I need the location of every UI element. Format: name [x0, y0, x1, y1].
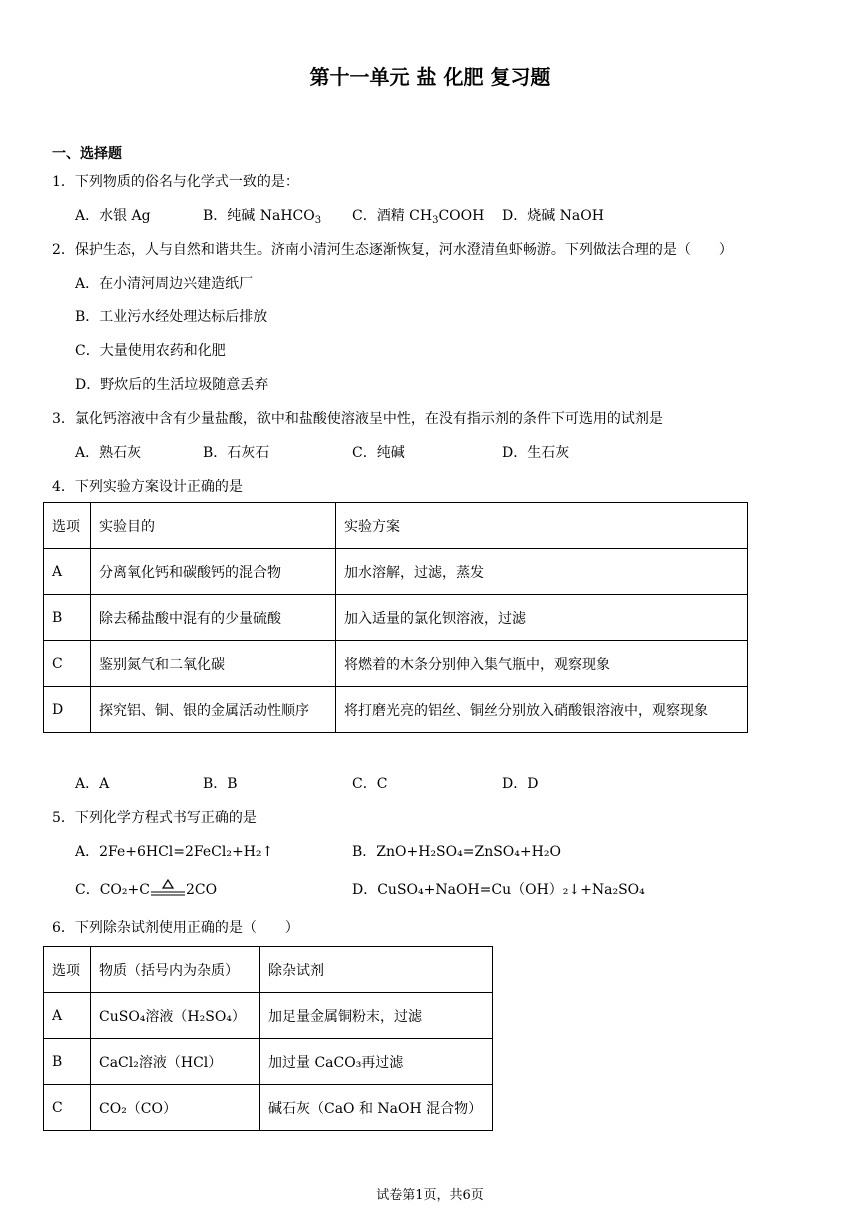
question-4-stem: 4．下列实验方案设计正确的是 [52, 479, 243, 495]
page-title: 第十一单元 盐 化肥 复习题 [309, 65, 551, 89]
q5-option-a: A．2Fe+6HCl=2FeCl₂+H₂↑ [75, 844, 274, 860]
q2-option-b: B．工业污水经处理达标后排放 [75, 309, 268, 325]
q4-option-d: D．D [502, 776, 539, 792]
q1-option-b-text: B．纯碱 NaHCO [203, 208, 315, 224]
table-row [44, 595, 748, 641]
q2-option-c: C．大量使用农药和化肥 [75, 343, 226, 359]
heat-condition-icon [150, 880, 186, 900]
q2-option-a: A．在小清河周边兴建造纸厂 [75, 276, 254, 292]
table-row [44, 1039, 493, 1085]
table-cell: D [44, 687, 91, 733]
table-header-row [44, 947, 493, 993]
q3-option-b: B．石灰石 [203, 445, 270, 461]
table-cell: CaCl₂溶液（HCl） [91, 1039, 260, 1085]
table-cell: B [44, 1039, 91, 1085]
table-cell: C [44, 641, 91, 687]
table-cell: 选项 [44, 503, 91, 549]
table-cell: 实验目的 [91, 503, 336, 549]
table-cell: CuSO₄溶液（H₂SO₄） [91, 993, 260, 1039]
section-heading: 一、选择题 [52, 146, 122, 162]
table-cell: 将打磨光亮的铝丝、铜丝分别放入硝酸银溶液中，观察现象 [336, 687, 748, 733]
table-cell: 碱石灰（CaO 和 NaOH 混合物） [260, 1085, 493, 1131]
table-cell: 将燃着的木条分别伸入集气瓶中，观察现象 [336, 641, 748, 687]
table-row [44, 1085, 493, 1131]
table-cell: 加过量 CaCO₃再过滤 [260, 1039, 493, 1085]
table-cell: 实验方案 [336, 503, 748, 549]
q5-option-c-left: C．CO₂+C [75, 882, 150, 898]
question-3-stem: 3．氯化钙溶液中含有少量盐酸，欲中和盐酸使溶液呈中性，在没有指示剂的条件下可选用的试剂是 [52, 411, 663, 427]
table-cell: 物质（括号内为杂质） [91, 947, 260, 993]
table-row [44, 641, 748, 687]
q4-option-c: C．C [352, 776, 388, 792]
q4-option-a: A．A [75, 776, 110, 792]
table-cell: A [44, 549, 91, 595]
q4-table [43, 502, 748, 733]
table-cell: 加入适量的氯化钡溶液，过滤 [336, 595, 748, 641]
q1-option-c [352, 206, 484, 226]
q3-option-d: D．生石灰 [502, 445, 570, 461]
q2-option-d: D．野炊后的生活垃圾随意丢弃 [75, 377, 269, 393]
table-header-row [44, 503, 748, 549]
table-cell: 分离氧化钙和碳酸钙的混合物 [91, 549, 336, 595]
table-cell: 鉴别氮气和二氧化碳 [91, 641, 336, 687]
question-5-stem: 5．下列化学方程式书写正确的是 [52, 810, 257, 826]
q1-option-c-sub: 3 [432, 215, 439, 226]
q6-table [43, 946, 493, 1131]
q1-option-c-text: C．酒精 CH [352, 208, 433, 224]
table-cell: A [44, 993, 91, 1039]
table-cell: 探究铝、铜、银的金属活动性顺序 [91, 687, 336, 733]
table-row [44, 687, 748, 733]
question-6-stem: 6．下列除杂试剂使用正确的是（ ） [52, 920, 299, 936]
q5-option-c [75, 880, 217, 900]
table-cell: 加足量金属铜粉末，过滤 [260, 993, 493, 1039]
page-footer: 试卷第1页，共6页 [376, 1188, 484, 1203]
q1-option-c-tail: COOH [438, 208, 485, 224]
q5-option-c-right: 2CO [185, 882, 218, 898]
table-cell: C [44, 1085, 91, 1131]
table-cell: 选项 [44, 947, 91, 993]
q5-option-d: D．CuSO₄+NaOH=Cu（OH）₂↓+Na₂SO₄ [352, 882, 645, 898]
q3-option-c: C．纯碱 [352, 445, 405, 461]
q1-option-b-sub: 3 [314, 215, 322, 226]
table-row [44, 549, 748, 595]
table-cell: 加水溶解，过滤，蒸发 [336, 549, 748, 595]
q4-option-b: B．B [203, 776, 238, 792]
q1-option-a: A．水银 Ag [75, 208, 151, 224]
q3-option-a: A．熟石灰 [75, 445, 142, 461]
q1-option-b [203, 206, 321, 226]
question-2-stem: 2．保护生态，人与自然和谐共生。济南小清河生态逐渐恢复，河水澄清鱼虾畅游。下列做法合理的是（ ） [52, 242, 733, 258]
table-row [44, 993, 493, 1039]
table-cell: 除去稀盐酸中混有的少量硫酸 [91, 595, 336, 641]
table-cell: 除杂试剂 [260, 947, 493, 993]
table-cell: B [44, 595, 91, 641]
q5-option-b: B．ZnO+H₂SO₄=ZnSO₄+H₂O [352, 844, 561, 860]
q1-option-d: D．烧碱 NaOH [502, 208, 604, 224]
question-1-stem: 1．下列物质的俗名与化学式一致的是： [52, 174, 299, 190]
table-cell: CO₂（CO） [91, 1085, 260, 1131]
